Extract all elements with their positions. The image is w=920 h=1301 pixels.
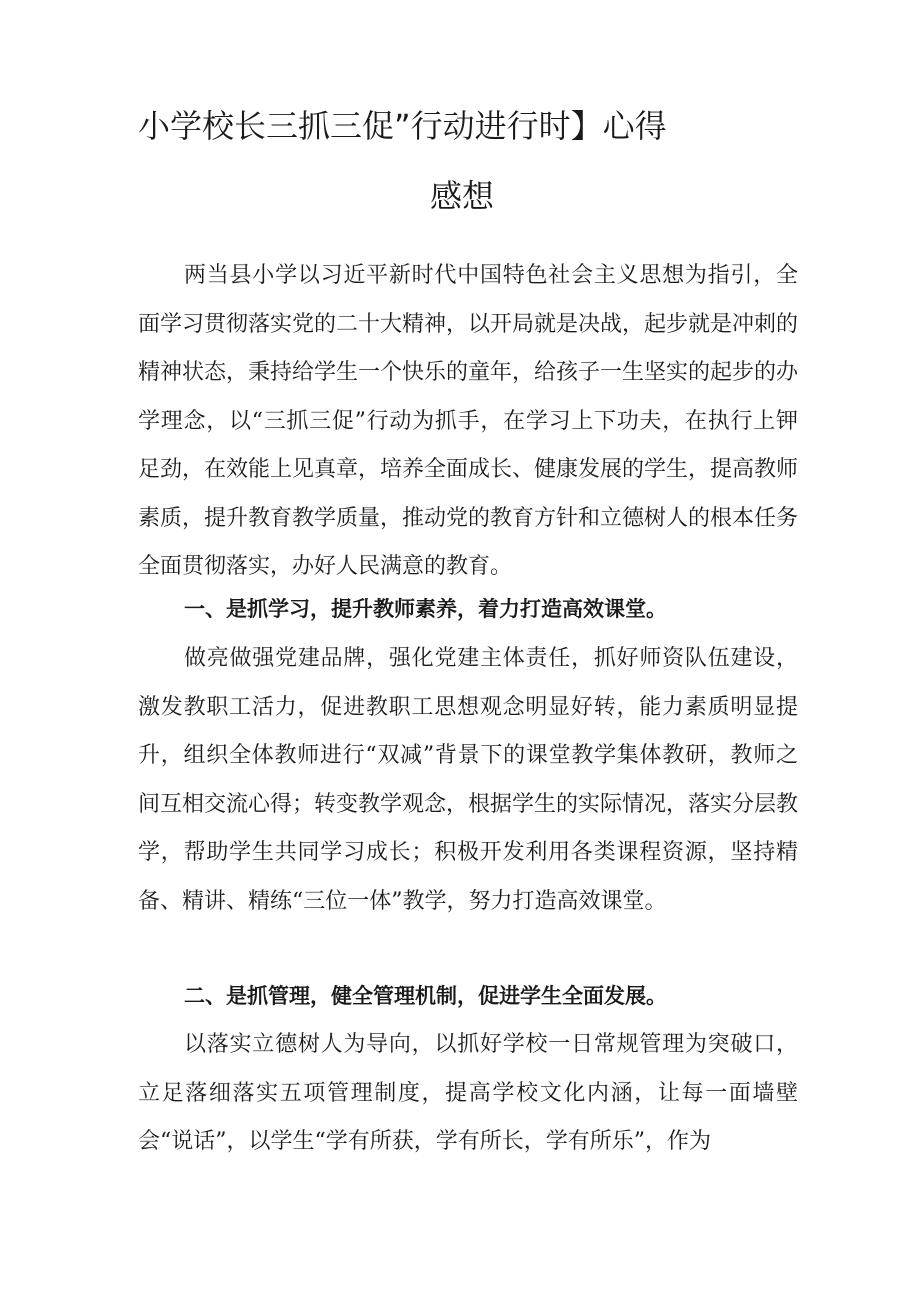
document-title-line1: 小学校长三抓三促”行动进行时】心得: [138, 107, 667, 145]
paragraph-section-2: 以落实立德树人为导向，以抓好学校一日常规管理为突破口，立足落细落实五项管理制度，提高学校文化内涵，让每一面墙壁会“说话”，以学生“学有所获，学有所长，学有所乐”，作为: [138, 1032, 798, 1154]
paragraph-section-1: 做亮做强党建品牌，强化党建主体责任，抓好师资队伍建设，激发教职工活力，促进教职工思想观念明显好转，能力素质明显提升，组织全体教师进行“双减”背景下的课堂教学集体教研，教师之间互相交流心得；转变教学观念，根据学生的实际情况，落实分层教学，帮助学生共同学习成长；积极开发利用各类课程资源，坚持精备、精讲、精练“三位一体”教学，努力打造高效课堂。: [138, 646, 799, 914]
section-heading-2: 二、是抓管理，健全管理机制，促进学生全面发展。: [184, 984, 667, 1008]
document-title-line2: 感想: [430, 177, 495, 215]
paragraph-intro: 两当县小学以习近平新时代中国特色社会主义思想为指引，全面学习贯彻落实党的二十大精神，以开局就是决战，起步就是冲刺的精神状态，秉持给学生一个快乐的童年，给孩子一生坚实的起步的办学理念，以“三抓三促”行动为抓手，在学习上下功夫，在执行上钾足劲，在效能上见真章，培养全面成长、健康发展的学生，提高教师素质，提升教育教学质量，推动党的教育方针和立德树人的根本任务全面贯彻落实，办好人民满意的教育。: [138, 263, 799, 579]
section-heading-1: 一、是抓学习，提升教师素养，着力打造高效课堂。: [184, 597, 667, 621]
